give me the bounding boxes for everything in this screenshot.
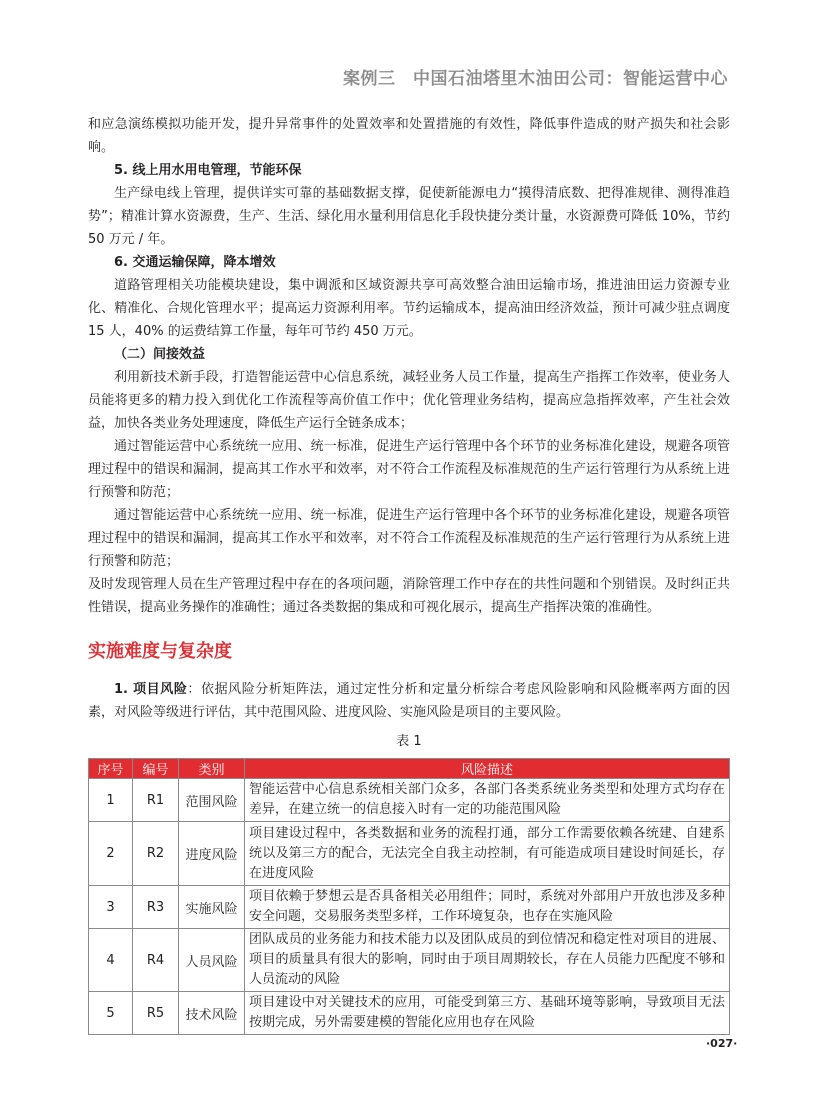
- project-risk-label: 1. 项目风险: [114, 682, 188, 697]
- body-paragraph: 通过智能运营中心系统统一应用、统一标准，促进生产运行管理中各个环节的业务标准化建设，规避各项管理过程中的错误和漏洞，提高其工作水平和效率，对不符合工作流程及标准规范的生产运行管理行为从系统上进行预警和防范；: [88, 439, 730, 500]
- header-code: 编号: [133, 759, 179, 779]
- cell-code: R3: [133, 886, 179, 929]
- cell-index: 2: [89, 822, 133, 886]
- cell-description: 智能运营中心信息系统相关部门众多，各部门各类系统业务类型和处理方式均存在差异，在建立统一的信息接入时有一定的功能范围风险: [245, 779, 730, 822]
- cell-index: 5: [89, 992, 133, 1035]
- cell-code: R2: [133, 822, 179, 886]
- cell-description: 团队成员的业务能力和技术能力以及团队成员的到位情况和稳定性对项目的进展、项目的质量具有很大的影响，同时由于项目周期较长，存在人员能力匹配度不够和人员流动的风险: [245, 929, 730, 992]
- header-category: 类别: [179, 759, 245, 779]
- subheading: 5. 线上用水用电管理，节能环保: [114, 163, 302, 178]
- table-caption: 表 1: [396, 734, 422, 749]
- subheading: （二）间接效益: [114, 347, 206, 362]
- cell-index: 1: [89, 779, 133, 822]
- cell-category: 技术风险: [179, 992, 245, 1035]
- subheading: 6. 交通运输保障，降本增效: [114, 255, 276, 270]
- cell-index: 3: [89, 886, 133, 929]
- cell-code: R4: [133, 929, 179, 992]
- body-paragraph: 道路管理相关功能模块建设，集中调派和区域资源共享可高效整合油田运输市场，推进油田运力资源专业化、精准化、合规化管理水平；提高运力资源利用率。节约运输成本，提高油田经济效益，预计可减少驻点调度 15 人，40% 的运费结算工作量，每年可节约 450 万元。: [88, 278, 730, 339]
- body-paragraph: 生产绿电线上管理，提供详实可靠的基础数据支撑，促使新能源电力“摸得清底数、把得准规律、测得准趋势”；精准计算水资源费，生产、生活、绿化用水量利用信息化手段快捷分类计量，水资源费可降低 10%，节约 50 万元 / 年。: [88, 186, 730, 247]
- section-title: 实施难度与复杂度: [88, 641, 232, 662]
- header-description: 风险描述: [245, 759, 730, 779]
- cell-code: R5: [133, 992, 179, 1035]
- page-body: [88, 113, 730, 1035]
- cell-description: 项目建设中对关键技术的应用，可能受到第三方、基础环境等影响，导致项目无法按期完成，另外需要建模的智能化应用也存在风险: [245, 992, 730, 1035]
- benefit-paragraphs: [88, 113, 730, 619]
- cell-index: 4: [89, 929, 133, 992]
- risk-table-body: [89, 779, 730, 1035]
- table-row: [89, 992, 730, 1035]
- project-risk-text: ：依据风险分析矩阵法，通过定性分析和定量分析综合考虑风险影响和风险概率两方面的因素，对风险等级进行评估，其中范围风险、进度风险、实施风险是项目的主要风险。: [88, 682, 730, 720]
- body-paragraph: 及时发现管理人员在生产管理过程中存在的各项问题，消除管理工作中存在的共性问题和个别错误。及时纠正共性错误，提高业务操作的准确性；通过各类数据的集成和可视化展示，提高生产指挥决策的准确性。: [88, 577, 730, 615]
- risk-table: [88, 758, 730, 1035]
- cell-category: 人员风险: [179, 929, 245, 992]
- body-paragraph: 利用新技术新手段，打造智能运营中心信息系统，减轻业务人员工作量，提高生产指挥工作效率，使业务人员能将更多的精力投入到优化工作流程等高价值工作中；优化管理业务结构，提高应急指挥效率，产生社会效益，加快各类业务处理速度，降低生产运行全链条成本；: [88, 370, 730, 431]
- page-number: ·027·: [706, 1037, 738, 1050]
- table-row: [89, 779, 730, 822]
- running-header: 案例三 中国石油塔里木油田公司：智能运营中心: [343, 69, 728, 89]
- table-row: [89, 929, 730, 992]
- cell-description: 项目建设过程中，各类数据和业务的流程打通，部分工作需要依赖各统建、自建系统以及第三方的配合，无法完全自我主动控制，有可能造成项目建设时间延长，存在进度风险: [245, 822, 730, 886]
- project-risk-intro: [88, 678, 730, 724]
- cell-category: 范围风险: [179, 779, 245, 822]
- table-header-row: [89, 759, 730, 779]
- header-index: 序号: [89, 759, 133, 779]
- table-row: [89, 822, 730, 886]
- cell-category: 进度风险: [179, 822, 245, 886]
- cell-description: 项目依赖于梦想云是否具备相关必用组件；同时，系统对外部用户开放也涉及多种安全问题，交易服务类型多样，工作环境复杂，也存在实施风险: [245, 886, 730, 929]
- table-row: [89, 886, 730, 929]
- cell-code: R1: [133, 779, 179, 822]
- body-paragraph: 和应急演练模拟功能开发，提升异常事件的处置效率和处置措施的有效性，降低事件造成的财产损失和社会影响。: [88, 117, 730, 155]
- body-paragraph: 通过智能运营中心系统统一应用、统一标准，促进生产运行管理中各个环节的业务标准化建设，规避各项管理过程中的错误和漏洞，提高其工作水平和效率，对不符合工作流程及标准规范的生产运行管理行为从系统上进行预警和防范；: [88, 508, 730, 569]
- cell-category: 实施风险: [179, 886, 245, 929]
